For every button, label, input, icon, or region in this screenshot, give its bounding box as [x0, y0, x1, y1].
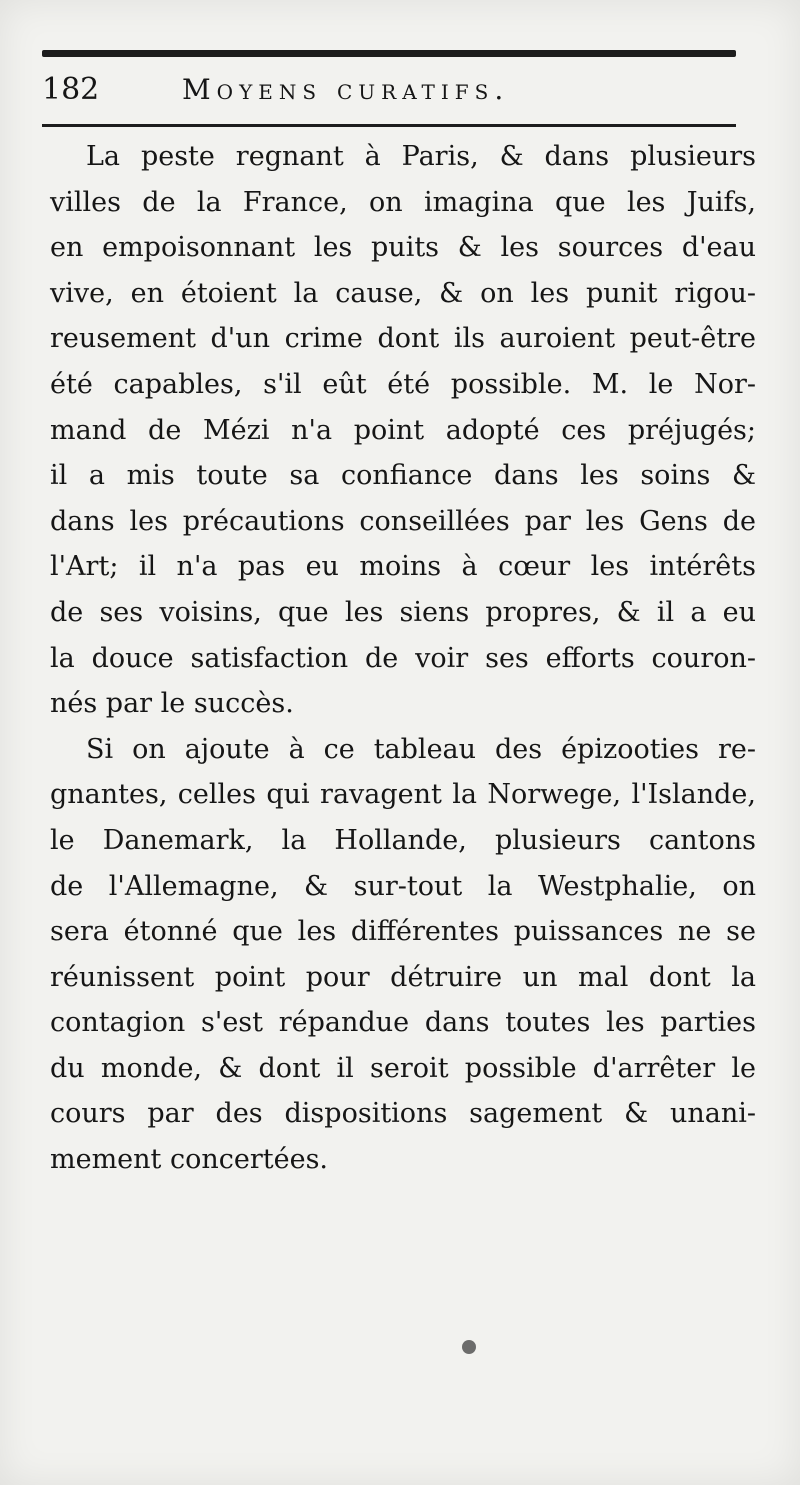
text-line: sera étonné que les différentes puissances ne se [50, 916, 756, 948]
text-line: en empoisonnant les puits & les sources d'eau [50, 232, 756, 264]
paragraph [50, 727, 756, 1183]
text-line: réunissent point pour détruire un mal dont la [50, 961, 756, 993]
text-line: mement concertées. [50, 1144, 329, 1176]
text-line: de ses voisins, que les siens propres, & il a eu [50, 596, 756, 628]
page-number: 182 [42, 72, 100, 107]
text-line: dans les précautions conseillées par les Gens de [50, 505, 756, 537]
text-line: cours par des dispositions sagement & unani- [50, 1098, 756, 1130]
header-top-rule [42, 50, 736, 57]
text-line: villes de la France, on imagina que les Juifs, [50, 186, 756, 218]
text-line: il a mis toute sa confiance dans les soins & [50, 460, 756, 492]
header-bottom-rule [42, 124, 736, 127]
body-text [50, 134, 756, 1183]
paragraph [50, 134, 756, 727]
text-line: été capables, s'il eût été possible. M. le Nor- [50, 368, 756, 400]
text-line: vive, en étoient la cause, & on les punit rigou- [50, 277, 756, 309]
text-line: du monde, & dont il seroit possible d'arrêter le [50, 1052, 756, 1084]
text-line: la douce satisfaction de voir ses efforts couron- [50, 642, 756, 674]
ink-spot [462, 1340, 476, 1354]
text-line: de l'Allemagne, & sur-tout la Westphalie, on [50, 870, 756, 902]
text-line: le Danemark, la Hollande, plusieurs cantons [50, 824, 756, 856]
text-line: mand de Mézi n'a point adopté ces préjugés; [50, 414, 756, 446]
running-title: Moyens curatifs. [182, 73, 510, 106]
text-line: reusement d'un crime dont ils auroient peut-être [50, 323, 756, 355]
text-line: Si on ajoute à ce tableau des épizooties re- [86, 733, 756, 765]
text-line: gnantes, celles qui ravagent la Norwege, l'Islande, [50, 779, 756, 811]
running-header [42, 66, 742, 112]
text-line: La peste regnant à Paris, & dans plusieurs [86, 141, 756, 172]
text-line: l'Art; il n'a pas eu moins à cœur les intérêts [50, 551, 756, 583]
text-line: contagion s'est répandue dans toutes les parties [50, 1007, 756, 1039]
text-line: nés par le succès. [50, 688, 294, 720]
